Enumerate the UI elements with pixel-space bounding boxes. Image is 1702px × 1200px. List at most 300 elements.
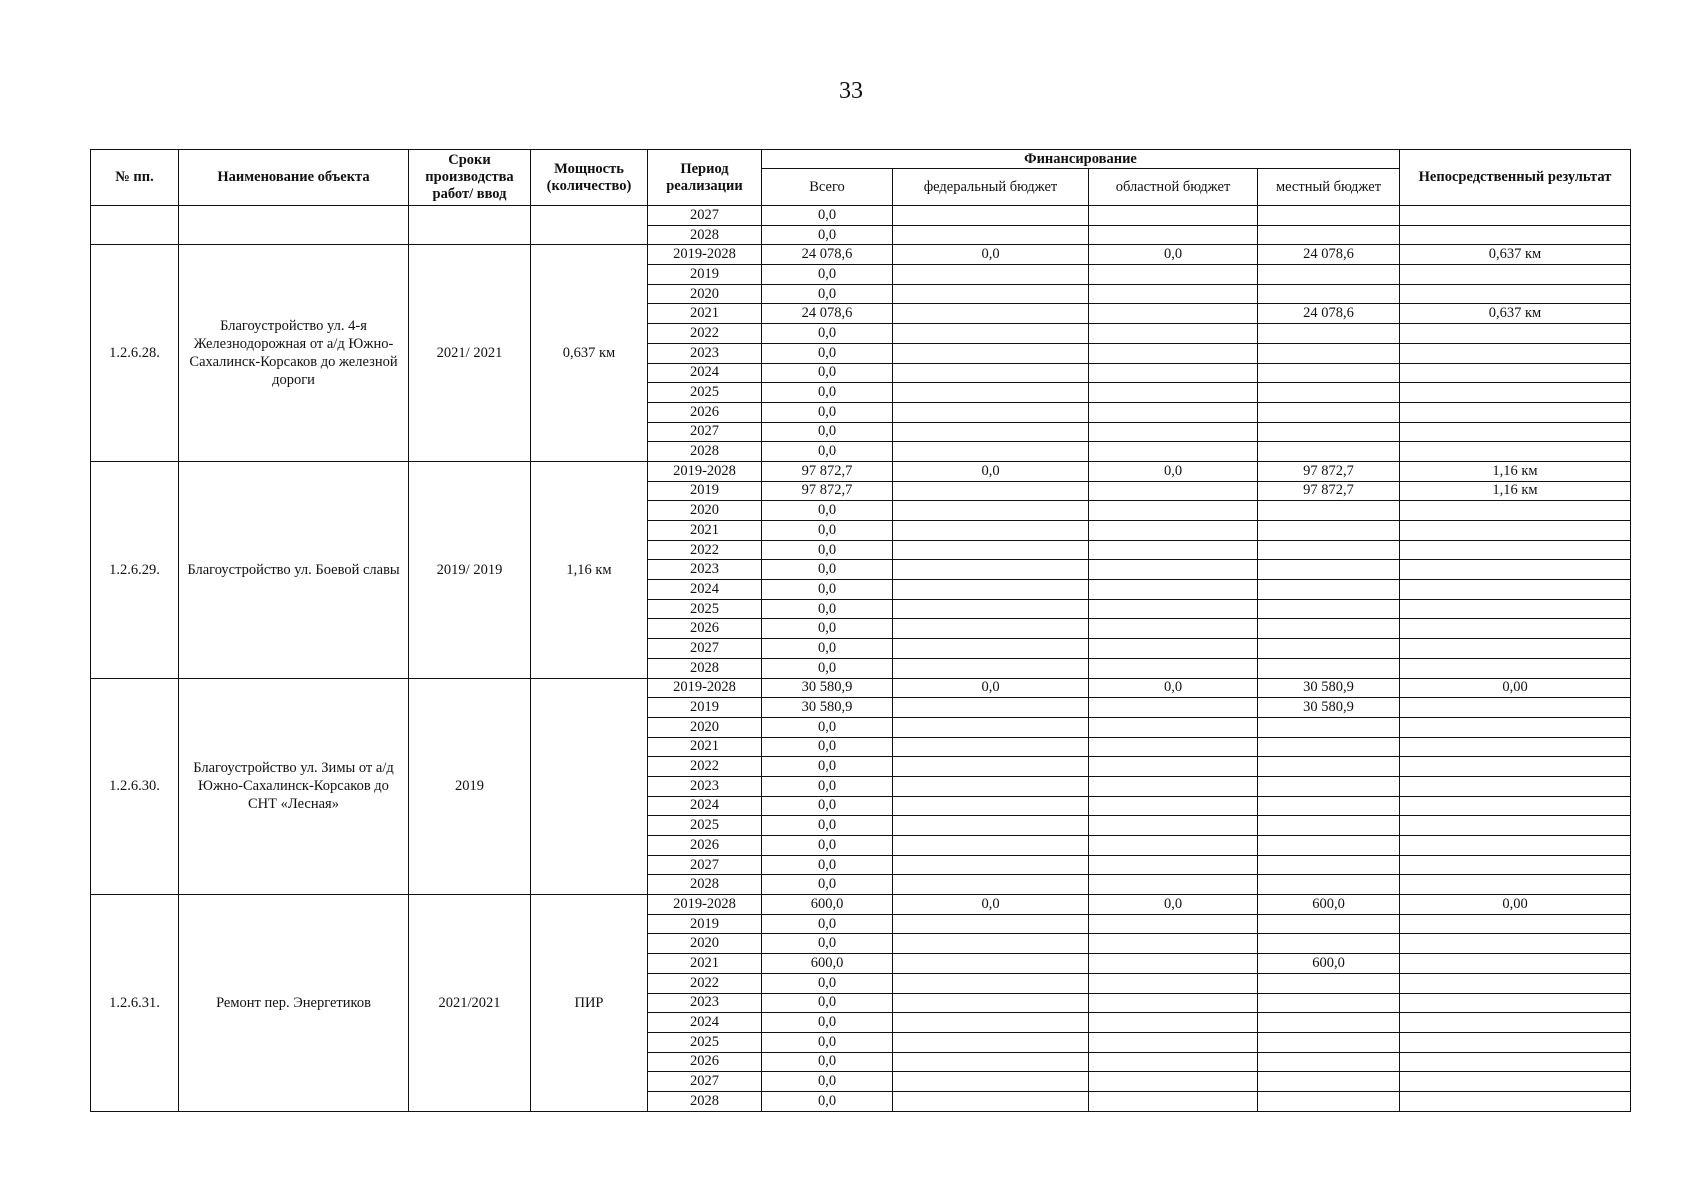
cell-regional <box>1089 304 1258 324</box>
header-total: Всего <box>762 169 893 206</box>
cell-total: 0,0 <box>762 914 893 934</box>
cell-period: 2023 <box>648 776 762 796</box>
cell-federal <box>893 442 1089 462</box>
cell-regional <box>1089 619 1258 639</box>
cell-total: 0,0 <box>762 836 893 856</box>
cell-period: 2023 <box>648 560 762 580</box>
cell-total: 0,0 <box>762 855 893 875</box>
cell-local <box>1258 836 1400 856</box>
cell-federal <box>893 875 1089 895</box>
cell-local <box>1258 776 1400 796</box>
cell-federal <box>893 757 1089 777</box>
cell-local <box>1258 855 1400 875</box>
cell-federal <box>893 658 1089 678</box>
header-name: Наименование объекта <box>179 150 409 206</box>
cell-period: 2026 <box>648 1052 762 1072</box>
cell-local <box>1258 363 1400 383</box>
cell-period: 2023 <box>648 343 762 363</box>
cell-local <box>1258 639 1400 659</box>
cell-regional: 0,0 <box>1089 461 1258 481</box>
cell-regional <box>1089 501 1258 521</box>
cell-total: 0,0 <box>762 442 893 462</box>
cell-result <box>1400 521 1631 541</box>
cell-local: 600,0 <box>1258 895 1400 915</box>
cell-result <box>1400 599 1631 619</box>
cell-local <box>1258 265 1400 285</box>
cell-result <box>1400 639 1631 659</box>
cell-regional <box>1089 284 1258 304</box>
cell-local <box>1258 599 1400 619</box>
cell-result <box>1400 402 1631 422</box>
cell-result: 0,637 км <box>1400 304 1631 324</box>
cell-total: 0,0 <box>762 1032 893 1052</box>
cell-local: 97 872,7 <box>1258 481 1400 501</box>
cell-regional: 0,0 <box>1089 678 1258 698</box>
cell-federal <box>893 776 1089 796</box>
cell-result <box>1400 619 1631 639</box>
cell-period: 2021 <box>648 304 762 324</box>
cell-period: 2019 <box>648 698 762 718</box>
cell-total: 0,0 <box>762 737 893 757</box>
cell-regional <box>1089 422 1258 442</box>
cell-federal <box>893 1052 1089 1072</box>
cell-regional <box>1089 560 1258 580</box>
cell-result <box>1400 422 1631 442</box>
cell-total: 0,0 <box>762 343 893 363</box>
cell-period: 2019 <box>648 481 762 501</box>
cell-local <box>1258 324 1400 344</box>
cell-local: 600,0 <box>1258 954 1400 974</box>
cell-period: 2020 <box>648 717 762 737</box>
header-financing: Финансирование <box>762 150 1400 169</box>
cell-period: 2020 <box>648 284 762 304</box>
cell-result: 1,16 км <box>1400 481 1631 501</box>
cell-federal <box>893 580 1089 600</box>
cell-total: 0,0 <box>762 973 893 993</box>
cell-period: 2027 <box>648 639 762 659</box>
cell-period: 2019 <box>648 914 762 934</box>
cell-result <box>1400 973 1631 993</box>
cell-total: 600,0 <box>762 895 893 915</box>
cell-local <box>1258 973 1400 993</box>
header-capacity: Мощность (количество) <box>531 150 648 206</box>
cell-federal <box>893 796 1089 816</box>
cell-total: 24 078,6 <box>762 304 893 324</box>
cell-total: 0,0 <box>762 206 893 226</box>
cell-local <box>1258 540 1400 560</box>
cell-regional: 0,0 <box>1089 895 1258 915</box>
cell-total: 0,0 <box>762 560 893 580</box>
cell-local <box>1258 501 1400 521</box>
cell-federal <box>893 914 1089 934</box>
cell-local: 24 078,6 <box>1258 304 1400 324</box>
cell-period: 2019-2028 <box>648 895 762 915</box>
cell-total: 0,0 <box>762 383 893 403</box>
cell-federal <box>893 1091 1089 1111</box>
cell-period: 2027 <box>648 855 762 875</box>
cell-local: 24 078,6 <box>1258 245 1400 265</box>
cell-period: 2020 <box>648 501 762 521</box>
cell-result <box>1400 855 1631 875</box>
cell-total: 0,0 <box>762 521 893 541</box>
object-capacity: ПИР <box>531 895 648 1112</box>
cell-total: 0,0 <box>762 225 893 245</box>
cell-local <box>1258 619 1400 639</box>
table-row <box>91 245 1631 265</box>
cell-federal: 0,0 <box>893 678 1089 698</box>
cell-total: 0,0 <box>762 776 893 796</box>
cell-total: 0,0 <box>762 1052 893 1072</box>
cell-result <box>1400 717 1631 737</box>
object-number: 1.2.6.30. <box>91 678 179 895</box>
cell-total: 30 580,9 <box>762 698 893 718</box>
cell-federal <box>893 619 1089 639</box>
cell-regional <box>1089 1052 1258 1072</box>
cell-regional <box>1089 993 1258 1013</box>
cell-total: 0,0 <box>762 757 893 777</box>
cell-result: 1,16 км <box>1400 461 1631 481</box>
cell-period: 2024 <box>648 1013 762 1033</box>
cell-period: 2028 <box>648 1091 762 1111</box>
cell-result: 0,00 <box>1400 895 1631 915</box>
cell-local <box>1258 442 1400 462</box>
cell-period: 2028 <box>648 875 762 895</box>
cell-federal <box>893 540 1089 560</box>
cell-total: 0,0 <box>762 284 893 304</box>
header-result: Непосредственный результат <box>1400 150 1631 206</box>
cell-local <box>1258 206 1400 226</box>
object-capacity: 1,16 км <box>531 461 648 678</box>
table-row <box>91 895 1631 915</box>
object-terms: 2021/2021 <box>409 895 531 1112</box>
cell-total: 0,0 <box>762 619 893 639</box>
cell-period: 2022 <box>648 973 762 993</box>
cell-result <box>1400 580 1631 600</box>
cell-federal <box>893 973 1089 993</box>
cell-federal <box>893 521 1089 541</box>
cell-local <box>1258 521 1400 541</box>
cell-total: 0,0 <box>762 422 893 442</box>
cell-period: 2020 <box>648 934 762 954</box>
cell-regional <box>1089 343 1258 363</box>
cell-federal <box>893 383 1089 403</box>
cell-regional <box>1089 1013 1258 1033</box>
cell-regional: 0,0 <box>1089 245 1258 265</box>
cell-result <box>1400 501 1631 521</box>
cell-period: 2025 <box>648 383 762 403</box>
cell-regional <box>1089 206 1258 226</box>
cell-regional <box>1089 363 1258 383</box>
table-row <box>91 678 1631 698</box>
cell-result <box>1400 206 1631 226</box>
cell-local <box>1258 1013 1400 1033</box>
cell-name <box>179 206 409 245</box>
cell-regional <box>1089 481 1258 501</box>
cell-period: 2025 <box>648 599 762 619</box>
cell-total: 24 078,6 <box>762 245 893 265</box>
cell-local <box>1258 343 1400 363</box>
cell-total: 0,0 <box>762 816 893 836</box>
cell-period: 2021 <box>648 737 762 757</box>
cell-regional <box>1089 776 1258 796</box>
cell-period: 2023 <box>648 993 762 1013</box>
cell-period: 2019-2028 <box>648 461 762 481</box>
cell-period: 2019-2028 <box>648 678 762 698</box>
cell-total: 97 872,7 <box>762 461 893 481</box>
cell-federal <box>893 737 1089 757</box>
cell-result <box>1400 816 1631 836</box>
cell-total: 0,0 <box>762 1091 893 1111</box>
cell-federal <box>893 363 1089 383</box>
object-number: 1.2.6.28. <box>91 245 179 462</box>
cell-total: 0,0 <box>762 796 893 816</box>
cell-period: 2025 <box>648 1032 762 1052</box>
header-federal: федеральный бюджет <box>893 169 1089 206</box>
object-name: Благоустройство ул. Зимы от а/д Южно-Сахалинск-Корсаков до СНТ «Лесная» <box>179 678 409 895</box>
cell-result <box>1400 914 1631 934</box>
cell-total: 0,0 <box>762 540 893 560</box>
cell-period: 2024 <box>648 796 762 816</box>
object-terms: 2021/ 2021 <box>409 245 531 462</box>
cell-total: 0,0 <box>762 265 893 285</box>
cell-local <box>1258 225 1400 245</box>
cell-federal <box>893 481 1089 501</box>
cell-terms <box>409 206 531 245</box>
cell-local <box>1258 796 1400 816</box>
cell-federal <box>893 993 1089 1013</box>
financing-table <box>90 149 1631 1112</box>
cell-regional <box>1089 1091 1258 1111</box>
cell-period: 2022 <box>648 757 762 777</box>
cell-federal: 0,0 <box>893 245 1089 265</box>
cell-regional <box>1089 836 1258 856</box>
header-regional: областной бюджет <box>1089 169 1258 206</box>
cell-total: 0,0 <box>762 1072 893 1092</box>
cell-federal <box>893 836 1089 856</box>
cell-local <box>1258 560 1400 580</box>
cell-regional <box>1089 757 1258 777</box>
cell-local <box>1258 284 1400 304</box>
cell-federal <box>893 422 1089 442</box>
cell-result <box>1400 757 1631 777</box>
cell-result <box>1400 343 1631 363</box>
object-number: 1.2.6.29. <box>91 461 179 678</box>
cell-federal <box>893 265 1089 285</box>
cell-federal <box>893 284 1089 304</box>
cell-federal <box>893 560 1089 580</box>
cell-result <box>1400 776 1631 796</box>
cell-local <box>1258 737 1400 757</box>
cell-result <box>1400 698 1631 718</box>
cell-local <box>1258 1052 1400 1072</box>
cell-period: 2027 <box>648 206 762 226</box>
header-period: Период реализации <box>648 150 762 206</box>
cell-federal <box>893 717 1089 737</box>
cell-result <box>1400 324 1631 344</box>
cell-period: 2028 <box>648 225 762 245</box>
page-number: 33 <box>839 78 863 104</box>
cell-local <box>1258 934 1400 954</box>
cell-regional <box>1089 914 1258 934</box>
cell-federal <box>893 343 1089 363</box>
cell-federal <box>893 501 1089 521</box>
cell-regional <box>1089 816 1258 836</box>
cell-result <box>1400 560 1631 580</box>
cell-period: 2019-2028 <box>648 245 762 265</box>
cell-period: 2021 <box>648 954 762 974</box>
cell-local: 30 580,9 <box>1258 678 1400 698</box>
cell-result <box>1400 284 1631 304</box>
cell-regional <box>1089 402 1258 422</box>
cell-total: 0,0 <box>762 875 893 895</box>
cell-period: 2019 <box>648 265 762 285</box>
cell-result <box>1400 796 1631 816</box>
cell-result <box>1400 442 1631 462</box>
cell-federal: 0,0 <box>893 461 1089 481</box>
cell-local <box>1258 914 1400 934</box>
cell-local <box>1258 658 1400 678</box>
cell-federal <box>893 1013 1089 1033</box>
cell-regional <box>1089 540 1258 560</box>
cell-total: 30 580,9 <box>762 678 893 698</box>
cell-result <box>1400 836 1631 856</box>
cell-result: 0,00 <box>1400 678 1631 698</box>
cell-regional <box>1089 796 1258 816</box>
cell-local <box>1258 1091 1400 1111</box>
cell-local <box>1258 1072 1400 1092</box>
table-body <box>91 206 1631 1112</box>
cell-federal <box>893 698 1089 718</box>
cell-regional <box>1089 954 1258 974</box>
cell-federal <box>893 639 1089 659</box>
object-capacity <box>531 678 648 895</box>
cell-regional <box>1089 698 1258 718</box>
cell-federal <box>893 1032 1089 1052</box>
cell-local: 97 872,7 <box>1258 461 1400 481</box>
cell-local <box>1258 1032 1400 1052</box>
cell-local <box>1258 717 1400 737</box>
cell-total: 0,0 <box>762 599 893 619</box>
cell-total: 0,0 <box>762 324 893 344</box>
cell-federal <box>893 324 1089 344</box>
cell-total: 0,0 <box>762 501 893 521</box>
header-local: местный бюджет <box>1258 169 1400 206</box>
cell-federal <box>893 816 1089 836</box>
cell-regional <box>1089 639 1258 659</box>
cell-federal <box>893 599 1089 619</box>
cell-period: 2026 <box>648 619 762 639</box>
cell-period: 2028 <box>648 442 762 462</box>
cell-capacity <box>531 206 648 245</box>
cell-regional <box>1089 855 1258 875</box>
cell-result <box>1400 265 1631 285</box>
cell-total: 0,0 <box>762 658 893 678</box>
cell-regional <box>1089 383 1258 403</box>
cell-total: 0,0 <box>762 363 893 383</box>
table-row <box>91 461 1631 481</box>
cell-period: 2022 <box>648 540 762 560</box>
cell-local <box>1258 875 1400 895</box>
cell-result <box>1400 1072 1631 1092</box>
cell-total: 0,0 <box>762 580 893 600</box>
cell-regional <box>1089 717 1258 737</box>
object-name: Благоустройство ул. Боевой славы <box>179 461 409 678</box>
cell-regional <box>1089 737 1258 757</box>
cell-result <box>1400 658 1631 678</box>
cell-result <box>1400 225 1631 245</box>
cell-result <box>1400 993 1631 1013</box>
cell-federal: 0,0 <box>893 895 1089 915</box>
cell-regional <box>1089 973 1258 993</box>
cell-period: 2024 <box>648 363 762 383</box>
cell-regional <box>1089 658 1258 678</box>
cell-federal <box>893 1072 1089 1092</box>
cell-result <box>1400 383 1631 403</box>
object-capacity: 0,637 км <box>531 245 648 462</box>
cell-total: 0,0 <box>762 1013 893 1033</box>
cell-local <box>1258 993 1400 1013</box>
cell-federal <box>893 225 1089 245</box>
cell-total: 0,0 <box>762 402 893 422</box>
cell-regional <box>1089 934 1258 954</box>
cell-result <box>1400 363 1631 383</box>
cell-result <box>1400 1052 1631 1072</box>
cell-result <box>1400 1013 1631 1033</box>
cell-federal <box>893 934 1089 954</box>
cell-result <box>1400 934 1631 954</box>
object-number: 1.2.6.31. <box>91 895 179 1112</box>
cell-regional <box>1089 1072 1258 1092</box>
cell-result <box>1400 540 1631 560</box>
cell-result <box>1400 1032 1631 1052</box>
cell-federal <box>893 402 1089 422</box>
cell-total: 600,0 <box>762 954 893 974</box>
header-no: № пп. <box>91 150 179 206</box>
object-name: Ремонт пер. Энергетиков <box>179 895 409 1112</box>
cell-regional <box>1089 599 1258 619</box>
cell-result <box>1400 737 1631 757</box>
cell-period: 2024 <box>648 580 762 600</box>
cell-local <box>1258 402 1400 422</box>
cell-period: 2022 <box>648 324 762 344</box>
cell-result <box>1400 875 1631 895</box>
cell-regional <box>1089 875 1258 895</box>
header-terms: Сроки производства работ/ ввод <box>409 150 531 206</box>
cell-federal <box>893 304 1089 324</box>
cell-local <box>1258 757 1400 777</box>
cell-local <box>1258 383 1400 403</box>
cell-total: 97 872,7 <box>762 481 893 501</box>
object-name: Благоустройство ул. 4-я Железнодорожная от а/д Южно-Сахалинск-Корсаков до железной дороги <box>179 245 409 462</box>
cell-total: 0,0 <box>762 934 893 954</box>
cell-regional <box>1089 442 1258 462</box>
cell-local <box>1258 422 1400 442</box>
cell-total: 0,0 <box>762 717 893 737</box>
cell-regional <box>1089 265 1258 285</box>
cell-period: 2027 <box>648 422 762 442</box>
cell-regional <box>1089 1032 1258 1052</box>
cell-local: 30 580,9 <box>1258 698 1400 718</box>
cell-regional <box>1089 225 1258 245</box>
cell-regional <box>1089 324 1258 344</box>
object-terms: 2019 <box>409 678 531 895</box>
cell-local <box>1258 816 1400 836</box>
table-row <box>91 206 1631 226</box>
cell-period: 2028 <box>648 658 762 678</box>
cell-period: 2026 <box>648 836 762 856</box>
cell-federal <box>893 206 1089 226</box>
object-terms: 2019/ 2019 <box>409 461 531 678</box>
